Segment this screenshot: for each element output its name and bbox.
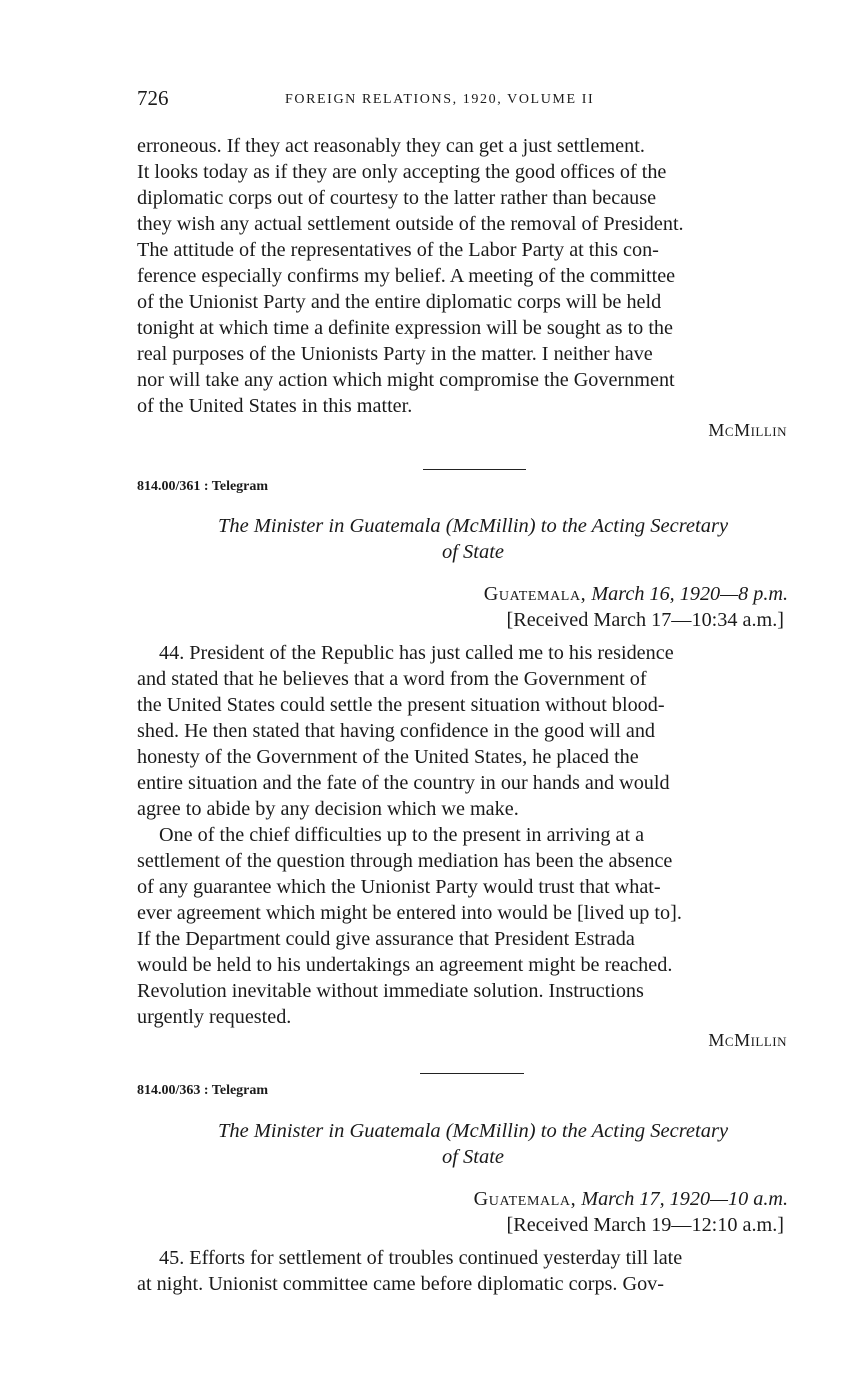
- text-line: of the Unionist Party and the entire diplomatic corps will be held: [137, 291, 662, 313]
- text-line: the United States could settle the present situation without blood-: [137, 694, 665, 716]
- dateline-date: March 17, 1920—10 a.m.: [581, 1188, 788, 1210]
- continuation-paragraph: [137, 133, 809, 419]
- text-line: nor will take any action which might compromise the Government: [137, 369, 675, 391]
- received-note: [Received March 17—10:34 a.m.]: [506, 609, 784, 631]
- text-line: of any guarantee which the Unionist Party would trust that what-: [137, 876, 661, 898]
- text-line: One of the chief difficulties up to the present in arriving at a: [159, 824, 645, 846]
- heading-line: of State: [441, 541, 505, 563]
- page-number: 726: [137, 86, 169, 110]
- text-line: tonight at which time a definite expression will be sought as to the: [137, 317, 673, 339]
- telegram-paragraph: [137, 822, 809, 1030]
- text-line: and stated that he believes that a word from the Government of: [137, 668, 647, 690]
- document-heading: [137, 513, 809, 565]
- file-number: 814.00/363 : Telegram: [137, 1083, 269, 1098]
- dateline-place: Guatemala,: [473, 1188, 577, 1210]
- text-line: 45. Efforts for settlement of troubles continued yesterday till late: [159, 1247, 683, 1269]
- text-line: entire situation and the fate of the country in our hands and would: [137, 772, 670, 794]
- page-header: [137, 86, 809, 116]
- signature: McMillin: [708, 1030, 787, 1050]
- text-line: urgently requested.: [137, 1006, 292, 1028]
- telegram-paragraph: [137, 1245, 809, 1297]
- text-line: at night. Unionist committee came before diplomatic corps. Gov-: [137, 1273, 664, 1295]
- dateline-date: March 16, 1920—8 p.m.: [591, 583, 788, 605]
- text-line: agree to abide by any decision which we make.: [137, 798, 519, 820]
- text-line: shed. He then stated that having confidence in the good will and: [137, 720, 656, 742]
- text-line: diplomatic corps out of courtesy to the latter rather than because: [137, 187, 657, 209]
- document-heading: [137, 1118, 809, 1170]
- text-line: settlement of the question through mediation has been the absence: [137, 850, 673, 872]
- text-line: they wish any actual settlement outside of the removal of President.: [137, 213, 684, 235]
- running-head: FOREIGN RELATIONS, 1920, VOLUME II: [285, 92, 595, 107]
- dateline: [474, 1188, 788, 1211]
- text-line: erroneous. If they act reasonably they can get a just settlement.: [137, 135, 645, 157]
- dateline-place: Guatemala,: [483, 583, 587, 605]
- file-number: 814.00/361 : Telegram: [137, 479, 269, 494]
- text-line: 44. President of the Republic has just called me to his residence: [159, 642, 674, 664]
- heading-line: The Minister in Guatemala (McMillin) to the Acting Secretary: [217, 1120, 729, 1142]
- text-line: Revolution inevitable without immediate solution. Instructions: [137, 980, 644, 1002]
- text-line: The attitude of the representatives of the Labor Party at this con-: [137, 239, 659, 261]
- received-note: [Received March 19—12:10 a.m.]: [506, 1214, 784, 1236]
- dateline: [484, 583, 788, 606]
- text-line: If the Department could give assurance that President Estrada: [137, 928, 635, 950]
- text-line: honesty of the Government of the United States, he placed the: [137, 746, 639, 768]
- heading-line: of State: [441, 1146, 505, 1168]
- text-line: ference especially confirms my belief. A meeting of the committee: [137, 265, 676, 287]
- signature: McMillin: [708, 420, 787, 440]
- text-line: It looks today as if they are only accepting the good offices of the: [137, 161, 667, 183]
- section-divider: [423, 469, 526, 470]
- text-line: ever agreement which might be entered into would be [lived up to].: [137, 902, 682, 924]
- section-divider: [420, 1073, 524, 1074]
- text-line: of the United States in this matter.: [137, 395, 413, 417]
- heading-line: The Minister in Guatemala (McMillin) to the Acting Secretary: [217, 515, 729, 537]
- text-line: would be held to his undertakings an agreement might be reached.: [137, 954, 673, 976]
- text-line: real purposes of the Unionists Party in the matter. I neither have: [137, 343, 653, 365]
- telegram-paragraph: [137, 640, 809, 822]
